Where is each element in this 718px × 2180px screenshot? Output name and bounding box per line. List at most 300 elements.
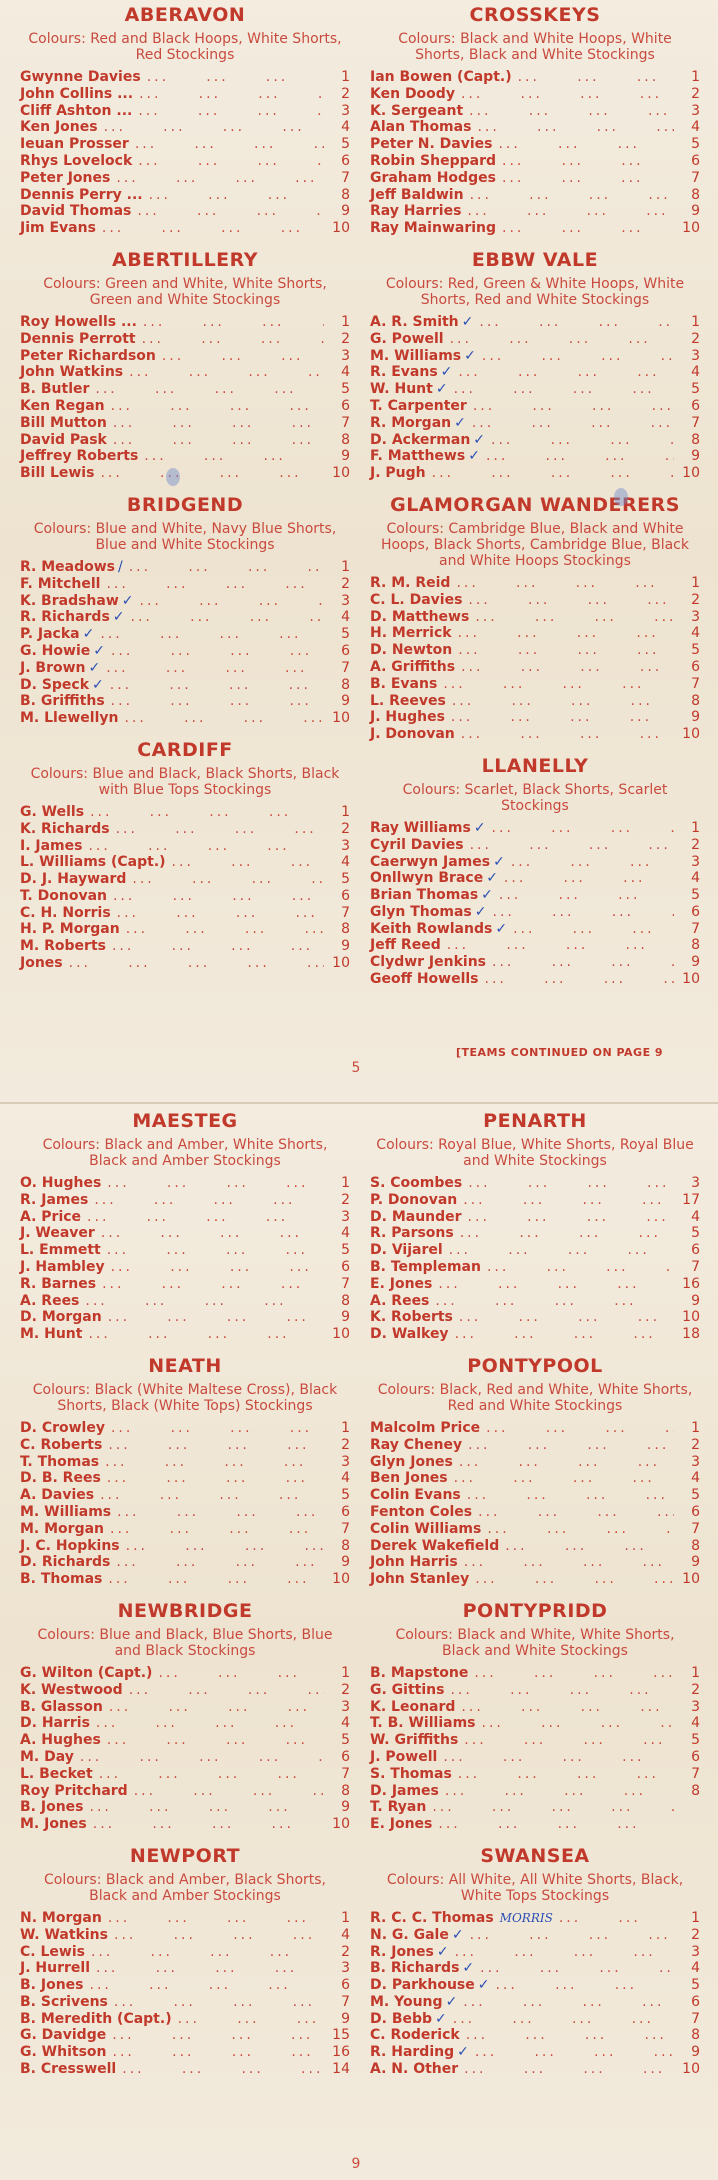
player-row bbox=[20, 1554, 350, 1571]
player-name: Ken Jones bbox=[20, 119, 98, 136]
player-row bbox=[20, 187, 350, 204]
dot-leader bbox=[132, 103, 324, 120]
programme-page-9 bbox=[0, 1102, 718, 2180]
dot-leader bbox=[108, 1927, 324, 1944]
dot-leader bbox=[444, 331, 674, 348]
player-row bbox=[370, 904, 700, 921]
player-number: 1 bbox=[691, 1909, 700, 1926]
player-number: 4 bbox=[341, 119, 350, 136]
player-number: 14 bbox=[332, 2061, 350, 2078]
player-name: W. Griffiths bbox=[370, 1732, 459, 1749]
page-number: 9 bbox=[351, 2156, 361, 2172]
player-number: 3 bbox=[691, 1698, 700, 1715]
dot-leader bbox=[460, 2027, 674, 2044]
player-number: 2 bbox=[691, 591, 700, 608]
player-number: 9 bbox=[691, 1554, 700, 1571]
player-number: 6 bbox=[691, 152, 700, 169]
player-row bbox=[370, 1504, 700, 1521]
player-number: 9 bbox=[691, 709, 700, 726]
team-roster bbox=[370, 69, 700, 237]
dot-leader bbox=[125, 609, 324, 626]
player-number: 1 bbox=[691, 819, 700, 836]
dot-leader bbox=[105, 1420, 324, 1437]
dot-leader bbox=[481, 1521, 674, 1538]
player-row bbox=[20, 1225, 350, 1242]
player-name: Keith Rowlands bbox=[370, 920, 493, 937]
player-number: 6 bbox=[341, 1503, 350, 1520]
player-name: M. Williams bbox=[370, 347, 462, 364]
dot-leader bbox=[476, 1715, 675, 1732]
player-number: 6 bbox=[691, 658, 700, 675]
player-number: 5 bbox=[691, 381, 700, 398]
dot-leader bbox=[496, 170, 674, 187]
player-name: R. M. Reid bbox=[370, 574, 451, 591]
dot-leader bbox=[450, 575, 674, 592]
player-name: A. N. Other bbox=[370, 2061, 459, 2078]
dot-leader bbox=[106, 2027, 324, 2044]
dot-leader bbox=[485, 432, 674, 449]
player-number: 2 bbox=[691, 836, 700, 853]
handwritten-note: MORRIS bbox=[499, 1910, 553, 1925]
player-number: 2 bbox=[341, 1191, 350, 1208]
player-row bbox=[20, 576, 350, 593]
dot-leader bbox=[74, 1749, 324, 1766]
player-name: Onllwyn Brace bbox=[370, 870, 484, 887]
player-name: M. Roberts bbox=[20, 938, 106, 955]
player-number: 9 bbox=[691, 954, 700, 971]
player-row bbox=[370, 1554, 700, 1571]
team-maesteg bbox=[20, 1110, 350, 1343]
dot-leader bbox=[85, 1944, 324, 1961]
team-name: CROSSKEYS bbox=[469, 4, 601, 26]
team-name: PONTYPRIDD bbox=[462, 1599, 608, 1622]
player-row bbox=[370, 432, 700, 449]
left-column bbox=[20, 4, 350, 984]
dot-leader bbox=[464, 187, 674, 204]
dot-leader bbox=[99, 1454, 324, 1471]
player-name: O. Hughes bbox=[20, 1175, 102, 1191]
player-name: H. Merrick bbox=[370, 625, 452, 642]
player-row bbox=[370, 2011, 700, 2028]
dot-leader bbox=[496, 153, 674, 170]
player-row bbox=[20, 1715, 350, 1732]
dot-leader bbox=[133, 86, 324, 103]
dot-leader bbox=[449, 1326, 674, 1343]
player-name: A. R. Smith bbox=[370, 313, 459, 330]
team-glamorgan-wanderers bbox=[370, 494, 700, 743]
dot-leader bbox=[469, 1571, 674, 1588]
player-row bbox=[20, 593, 350, 610]
pen-tick-mark: ✓ bbox=[92, 676, 104, 693]
player-number: 9 bbox=[341, 1554, 350, 1571]
player-name: S. Coombes bbox=[370, 1175, 463, 1191]
player-name: B. Thomas bbox=[20, 1571, 103, 1588]
team-roster bbox=[370, 1175, 700, 1343]
team-roster bbox=[370, 820, 700, 988]
player-number: 3 bbox=[691, 1453, 700, 1470]
player-row bbox=[20, 1192, 350, 1209]
player-row bbox=[20, 905, 350, 922]
player-name: B. Butler bbox=[20, 381, 90, 398]
team-aberavon bbox=[20, 4, 350, 237]
player-number: 2 bbox=[341, 1681, 350, 1698]
player-name: G. Howie bbox=[20, 642, 91, 659]
dot-leader bbox=[449, 1944, 674, 1961]
player-number: 9 bbox=[691, 1292, 700, 1309]
player-row bbox=[20, 888, 350, 905]
player-row bbox=[20, 465, 350, 482]
team-roster bbox=[20, 1175, 350, 1343]
player-name: R. Meadows bbox=[20, 558, 116, 575]
team-roster bbox=[20, 804, 350, 972]
player-row bbox=[20, 1437, 350, 1454]
dot-leader bbox=[84, 1977, 325, 1994]
player-name: S. Thomas bbox=[370, 1765, 452, 1782]
player-row bbox=[20, 1420, 350, 1437]
player-row bbox=[20, 838, 350, 855]
player-row bbox=[370, 1977, 700, 1994]
player-row bbox=[20, 348, 350, 365]
player-row bbox=[20, 693, 350, 710]
player-row bbox=[370, 1571, 700, 1588]
dot-leader bbox=[82, 1326, 324, 1343]
dot-leader bbox=[123, 559, 324, 576]
player-row bbox=[370, 676, 700, 693]
player-number: 16 bbox=[682, 1275, 700, 1292]
player-row bbox=[370, 348, 700, 365]
team-roster bbox=[370, 1420, 700, 1588]
player-number: 6 bbox=[341, 1258, 350, 1275]
dot-leader bbox=[474, 1960, 674, 1977]
pen-tick-mark: ✓ bbox=[474, 903, 487, 920]
team-colours: Colours: All White, All White Shorts, Black, White Tops Stockings bbox=[386, 1871, 684, 1904]
player-row bbox=[20, 203, 350, 220]
player-row bbox=[20, 1732, 350, 1749]
pen-tick-mark: ✓ bbox=[436, 1943, 449, 1960]
dot-leader bbox=[471, 119, 674, 136]
player-number: 17 bbox=[682, 1191, 700, 1208]
player-name: D. Crowley bbox=[20, 1419, 105, 1436]
dot-leader bbox=[457, 1994, 674, 2011]
team-colours: Colours: Red, Green & White Hoops, White Shorts, Red and White Stockings bbox=[385, 275, 685, 308]
player-number: 4 bbox=[341, 609, 350, 626]
player-row bbox=[370, 1927, 700, 1944]
dot-leader bbox=[432, 1816, 674, 1833]
player-number: 3 bbox=[341, 592, 350, 609]
player-row bbox=[20, 871, 350, 888]
dot-leader bbox=[107, 432, 324, 449]
player-name: J. Powell bbox=[370, 1748, 438, 1765]
dot-leader bbox=[100, 576, 324, 593]
team-roster bbox=[20, 1420, 350, 1588]
dot-leader bbox=[448, 381, 674, 398]
dot-leader bbox=[464, 1927, 674, 1944]
team-roster bbox=[20, 314, 350, 482]
player-name: T. B. Williams bbox=[370, 1715, 476, 1732]
player-name: John Harris bbox=[370, 1554, 458, 1571]
player-name: John Watkins bbox=[20, 364, 124, 381]
player-row bbox=[370, 170, 700, 187]
player-name: N. G. Gale bbox=[370, 1926, 449, 1943]
player-row bbox=[370, 1715, 700, 1732]
player-number: 3 bbox=[341, 1960, 350, 1977]
player-number: 1 bbox=[691, 69, 700, 85]
team-name: ABERTILLERY bbox=[111, 248, 258, 271]
dot-leader bbox=[454, 1225, 674, 1242]
player-row bbox=[370, 1309, 700, 1326]
player-row bbox=[370, 954, 700, 971]
player-number: 1 bbox=[341, 1419, 350, 1436]
player-row bbox=[370, 642, 700, 659]
dot-leader bbox=[90, 1715, 324, 1732]
player-number: 5 bbox=[691, 1487, 700, 1504]
player-number: 2 bbox=[341, 330, 350, 347]
player-number: 6 bbox=[691, 1748, 700, 1765]
player-number: 3 bbox=[341, 1453, 350, 1470]
left-column bbox=[20, 1110, 350, 2090]
dot-leader bbox=[103, 1699, 324, 1716]
player-name: R. Jones bbox=[370, 1943, 434, 1960]
right-column bbox=[370, 1110, 700, 2090]
team-roster bbox=[370, 1910, 700, 2078]
player-name: L. Emmett bbox=[20, 1242, 101, 1259]
player-name: A. Rees bbox=[370, 1292, 430, 1309]
player-name: Rhys Lovelock bbox=[20, 152, 133, 169]
player-number: 9 bbox=[341, 203, 350, 220]
dot-leader bbox=[445, 709, 674, 726]
player-row bbox=[20, 559, 350, 576]
team-pontypridd bbox=[370, 1600, 700, 1833]
player-name: Ray Williams bbox=[370, 819, 471, 836]
ink-blot bbox=[614, 488, 628, 506]
pen-tick-mark: ✓ bbox=[477, 1977, 490, 1994]
player-name: D. J. Hayward bbox=[20, 871, 127, 888]
player-name: M. Williams bbox=[20, 1503, 112, 1520]
dot-leader bbox=[507, 921, 674, 938]
player-row bbox=[370, 1437, 700, 1454]
player-number: 3 bbox=[691, 1943, 700, 1960]
dot-leader bbox=[455, 86, 674, 103]
team-colours: Colours: Blue and Black, Black Shorts, Black with Blue Tops Stockings bbox=[30, 765, 340, 798]
player-name: C. Lewis bbox=[20, 1943, 85, 1960]
player-name: J. C. Hopkins bbox=[20, 1537, 120, 1554]
player-number: 5 bbox=[341, 626, 350, 643]
team-colours: Colours: Red and Black Hoops, White Shorts, Red Stockings bbox=[28, 31, 342, 63]
player-name: G. Wells bbox=[20, 803, 85, 820]
player-number: 8 bbox=[341, 921, 350, 938]
player-number: 9 bbox=[691, 2044, 700, 2061]
team-name: BRIDGEND bbox=[126, 493, 244, 516]
team-abertillery bbox=[20, 249, 350, 482]
player-number: 3 bbox=[341, 1698, 350, 1715]
player-number: 6 bbox=[691, 397, 700, 414]
dot-leader bbox=[472, 1504, 674, 1521]
player-number: 10 bbox=[332, 220, 350, 237]
player-row bbox=[370, 837, 700, 854]
pen-tick-mark: ✓ bbox=[468, 448, 480, 465]
dot-leader bbox=[455, 726, 674, 743]
dot-leader bbox=[468, 1665, 674, 1682]
player-row bbox=[20, 677, 350, 694]
player-number: 4 bbox=[691, 364, 700, 381]
team-name: EBBW VALE bbox=[471, 248, 599, 271]
player-name: Malcolm Price bbox=[370, 1419, 481, 1436]
player-number: 16 bbox=[332, 2044, 350, 2061]
dot-leader bbox=[458, 2061, 674, 2078]
player-number: 9 bbox=[341, 2010, 350, 2027]
player-number: 3 bbox=[341, 1208, 350, 1225]
player-name: D. Harris bbox=[20, 1715, 90, 1732]
player-name: D. Vijarel bbox=[370, 1242, 443, 1259]
player-row bbox=[370, 1816, 700, 1833]
pen-tick-mark: / bbox=[118, 558, 123, 575]
player-number: 2 bbox=[691, 330, 700, 347]
player-name: D. James bbox=[370, 1782, 439, 1799]
team-name: NEWPORT bbox=[129, 1844, 241, 1867]
player-name: B. Templeman bbox=[370, 1258, 481, 1275]
player-number: 10 bbox=[332, 1571, 350, 1588]
pen-tick-mark: ✓ bbox=[495, 920, 508, 937]
player-row bbox=[370, 659, 700, 676]
dot-leader bbox=[458, 1732, 674, 1749]
pen-tick-mark: ✓ bbox=[493, 853, 505, 870]
player-name: B. Glasson bbox=[20, 1698, 103, 1715]
pen-tick-mark: ✓ bbox=[435, 2010, 447, 2027]
player-name: Peter Jones bbox=[20, 169, 111, 186]
dot-leader bbox=[111, 1504, 324, 1521]
player-number: 9 bbox=[341, 1309, 350, 1326]
dot-leader bbox=[138, 448, 324, 465]
player-name: A. Rees bbox=[20, 1292, 80, 1309]
player-name: M. Jones bbox=[20, 1816, 87, 1833]
dot-leader bbox=[455, 659, 674, 676]
player-row bbox=[370, 820, 700, 837]
player-number: 6 bbox=[691, 1503, 700, 1520]
dot-leader bbox=[486, 820, 674, 837]
player-number: 5 bbox=[341, 381, 350, 398]
player-number: 1 bbox=[691, 574, 700, 591]
player-number: 2 bbox=[691, 85, 700, 102]
player-number: 2 bbox=[691, 1681, 700, 1698]
player-row bbox=[20, 1504, 350, 1521]
dot-leader bbox=[106, 938, 324, 955]
dot-leader bbox=[455, 1699, 674, 1716]
player-name: R. James bbox=[20, 1191, 89, 1208]
player-name: C. L. Davies bbox=[370, 591, 463, 608]
player-row bbox=[370, 1799, 700, 1816]
player-name: A. Griffiths bbox=[370, 658, 456, 675]
player-row bbox=[370, 448, 700, 465]
dot-leader bbox=[111, 905, 324, 922]
player-number: 8 bbox=[691, 2027, 700, 2044]
player-row bbox=[370, 1470, 700, 1487]
player-name: B. Scrivens bbox=[20, 1993, 108, 2010]
dot-leader bbox=[107, 415, 324, 432]
team-newport bbox=[20, 1845, 350, 2078]
player-name: C. Roderick bbox=[370, 2027, 460, 2044]
dot-leader bbox=[132, 153, 324, 170]
player-number: 7 bbox=[341, 169, 350, 186]
player-row bbox=[370, 1944, 700, 1961]
player-row bbox=[20, 643, 350, 660]
team-colours: Colours: Green and White, White Shorts, Green and White Stockings bbox=[43, 275, 327, 308]
player-row bbox=[370, 220, 700, 237]
dot-leader bbox=[105, 398, 324, 415]
player-row bbox=[20, 1783, 350, 1800]
team-name: PONTYPOOL bbox=[467, 1354, 603, 1377]
team-roster bbox=[370, 575, 700, 743]
player-number: 10 bbox=[682, 971, 700, 988]
player-number: 1 bbox=[691, 1664, 700, 1681]
player-row bbox=[20, 381, 350, 398]
player-number: 7 bbox=[691, 169, 700, 186]
team-ebbw-vale bbox=[370, 249, 700, 482]
player-name: Bill Lewis bbox=[20, 465, 95, 482]
player-number: 4 bbox=[341, 364, 350, 381]
dot-leader bbox=[105, 1259, 324, 1276]
player-name: Ray Harries bbox=[370, 203, 462, 220]
dot-leader bbox=[437, 1749, 674, 1766]
dot-leader bbox=[107, 2044, 324, 2061]
dot-leader bbox=[452, 625, 674, 642]
dot-leader bbox=[102, 1437, 324, 1454]
player-name: David Pask bbox=[20, 431, 107, 448]
player-name: C. H. Norris bbox=[20, 904, 111, 921]
dot-leader bbox=[110, 1554, 324, 1571]
player-name: Glyn Jones bbox=[370, 1453, 453, 1470]
player-row bbox=[370, 187, 700, 204]
dot-leader bbox=[102, 1910, 324, 1927]
player-name: Jim Evans bbox=[20, 220, 96, 237]
team-name: NEATH bbox=[148, 1354, 222, 1377]
player-number: 8 bbox=[691, 937, 700, 954]
player-name: B. Cresswell bbox=[20, 2061, 117, 2078]
player-row bbox=[20, 1910, 350, 1927]
player-number: 8 bbox=[691, 1537, 700, 1554]
player-name: B. Jones bbox=[20, 1799, 84, 1816]
player-number: 4 bbox=[341, 1225, 350, 1242]
team-colours: Colours: Black, Red and White, White Shorts, Red and White Stockings bbox=[377, 1381, 693, 1414]
player-number: 15 bbox=[332, 2027, 350, 2044]
player-name: T. Donovan bbox=[20, 887, 107, 904]
player-name: N. Morgan bbox=[20, 1909, 102, 1926]
player-number: 6 bbox=[341, 642, 350, 659]
dot-leader bbox=[486, 954, 674, 971]
player-name: R. C. C. Thomas bbox=[370, 1909, 494, 1926]
player-number: 3 bbox=[691, 102, 700, 119]
team-colours: Colours: Black (White Maltese Cross), Black Shorts, Black (White Tops) Stockings bbox=[32, 1381, 338, 1414]
dot-leader bbox=[96, 220, 324, 237]
dot-leader bbox=[101, 1242, 324, 1259]
player-number: 3 bbox=[691, 608, 700, 625]
dot-leader bbox=[458, 1554, 674, 1571]
player-name: J. Hurrell bbox=[20, 1960, 90, 1977]
player-row bbox=[370, 854, 700, 871]
pen-tick-mark: ✓ bbox=[88, 659, 101, 676]
team-colours: Colours: Blue and Black, Blue Shorts, Blue and Black Stockings bbox=[37, 1626, 333, 1659]
player-row bbox=[370, 1910, 700, 1927]
player-name: G. Gittins bbox=[370, 1681, 445, 1698]
player-name: R. Morgan bbox=[370, 414, 452, 431]
player-name: Glyn Thomas bbox=[370, 903, 472, 920]
player-row bbox=[370, 921, 700, 938]
player-row bbox=[20, 1521, 350, 1538]
player-name: Fenton Coles bbox=[370, 1503, 473, 1520]
player-number: 5 bbox=[341, 1732, 350, 1749]
team-name: CARDIFF bbox=[137, 738, 233, 761]
dot-leader bbox=[137, 314, 324, 331]
player-name: K. Leonard bbox=[370, 1698, 456, 1715]
